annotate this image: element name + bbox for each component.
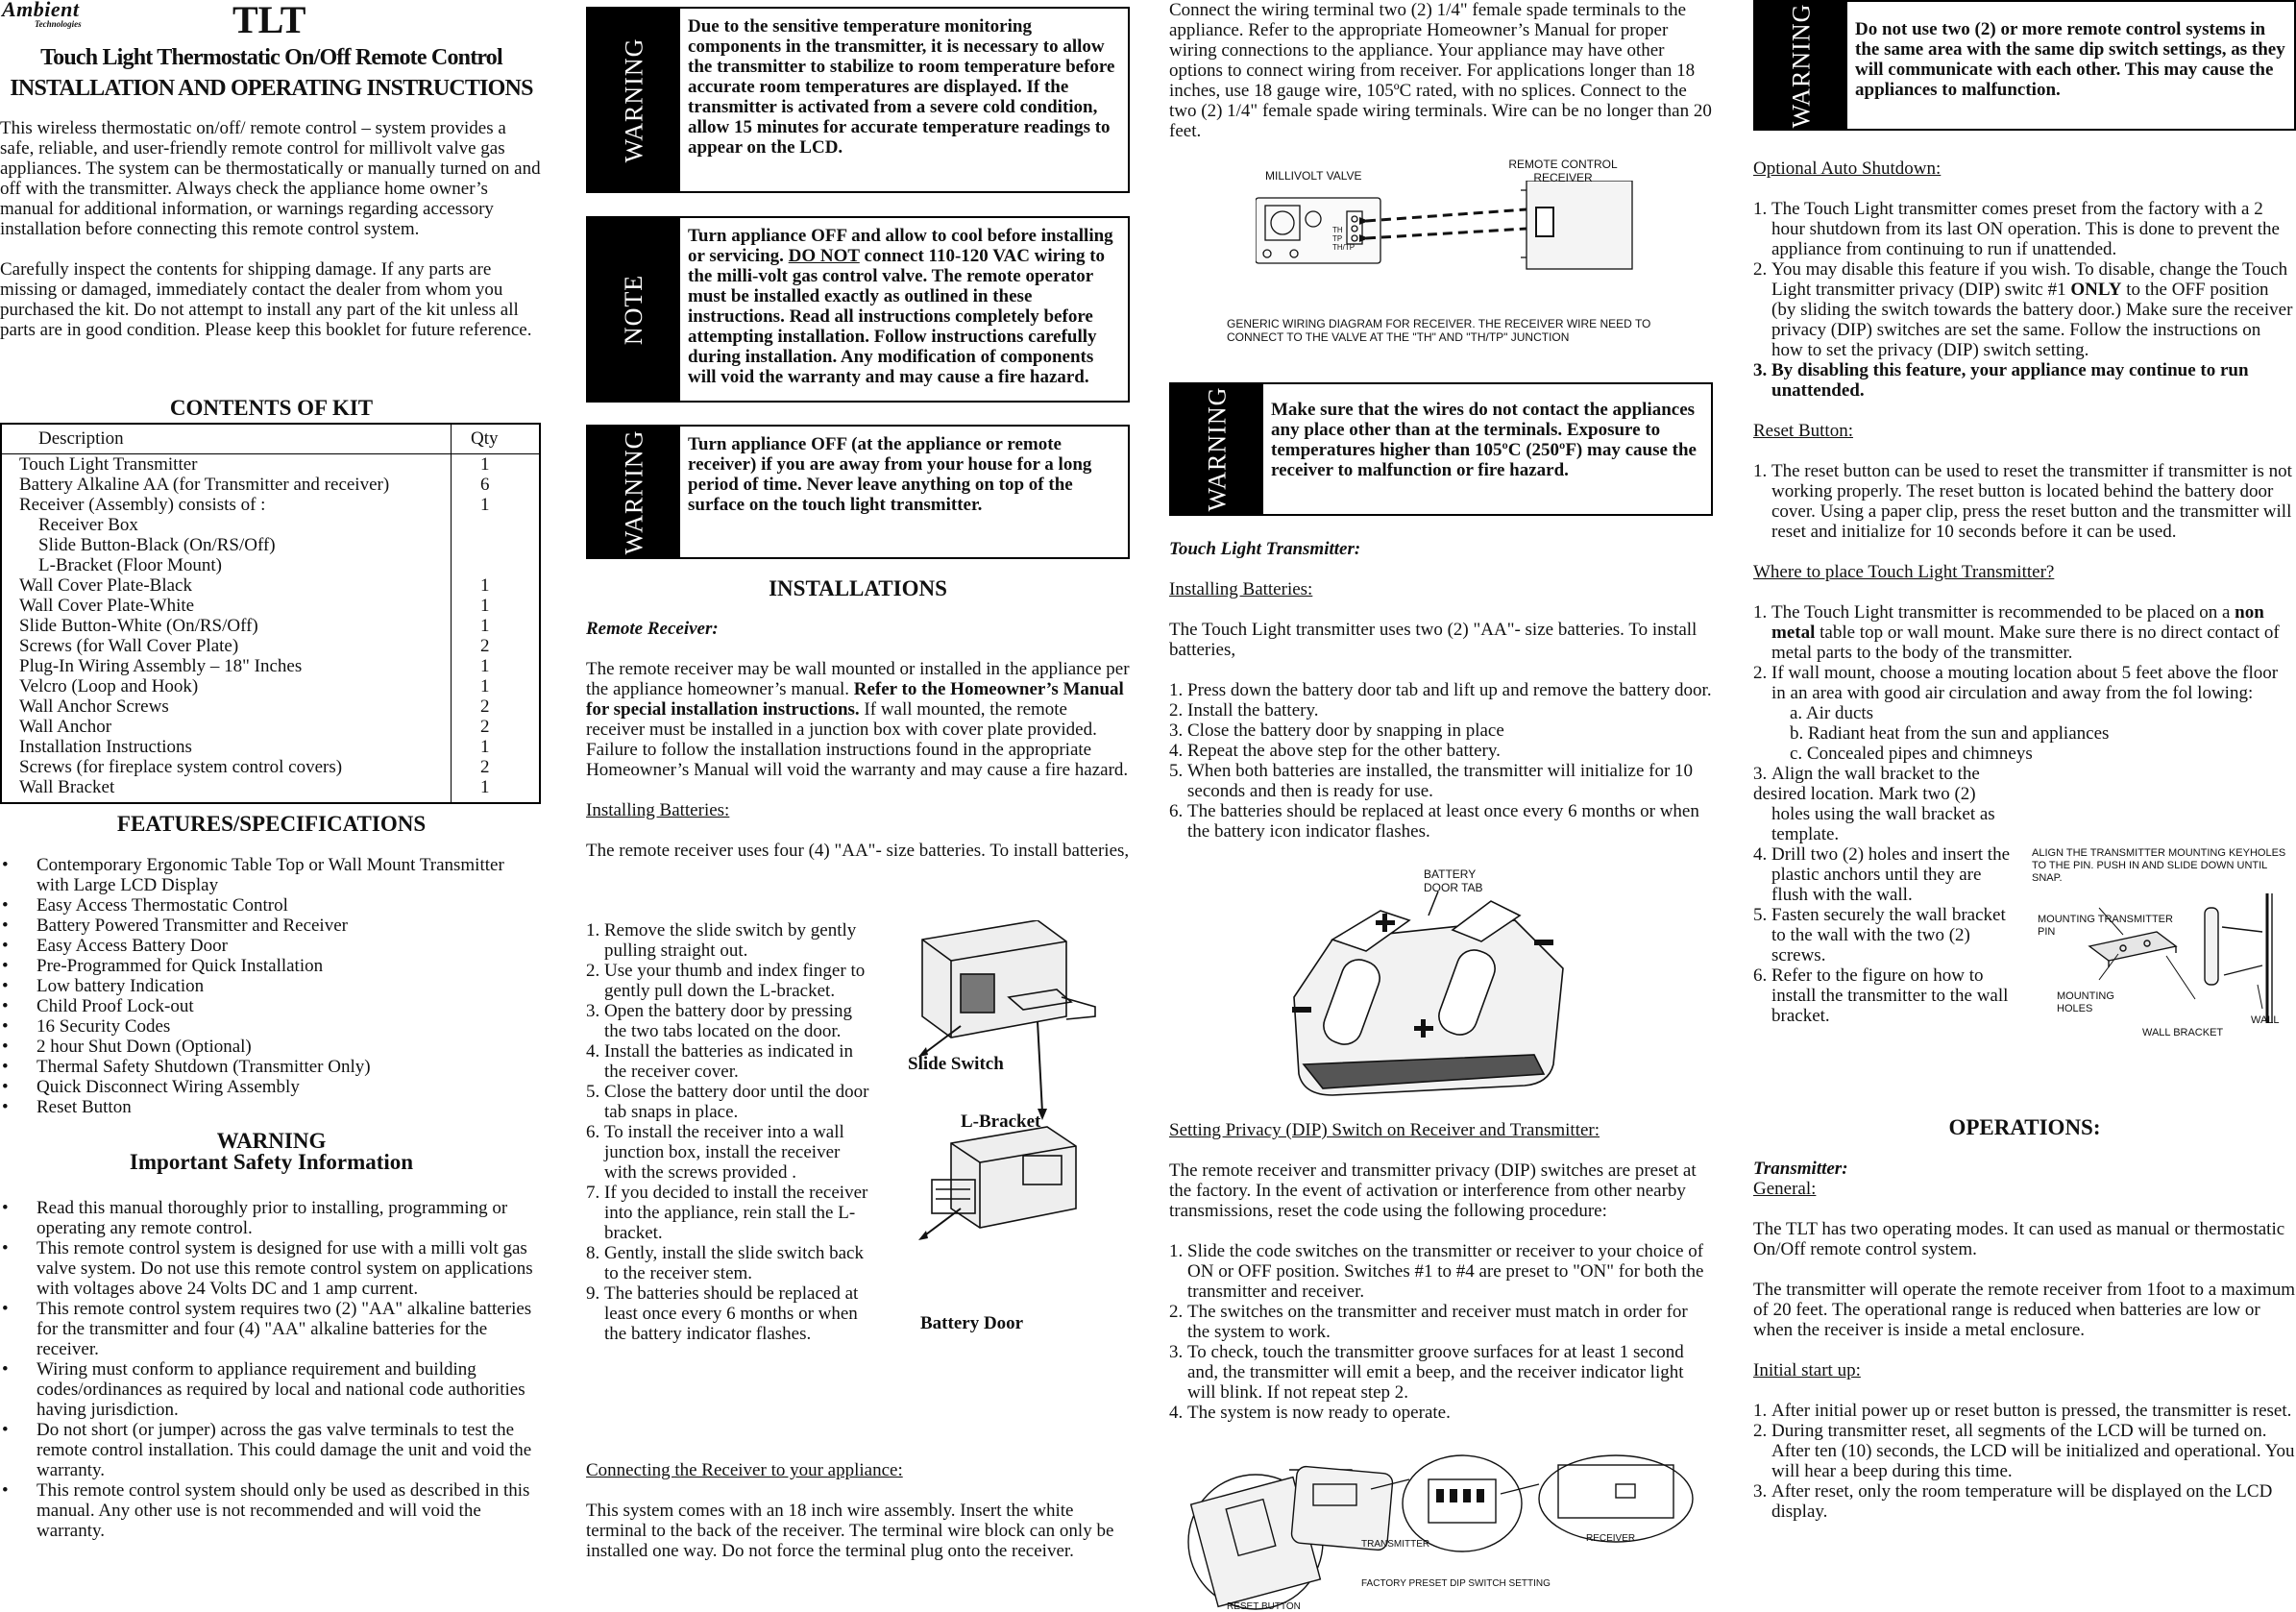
kit-row-description: Touch Light Transmitter [19,454,198,475]
receiver-battery-step: 5. Close the battery door until the door tab snaps in place. [586,1082,869,1122]
feature-item: • Battery Powered Transmitter and Receiver [0,916,541,936]
dip-heading: Setting Privacy (DIP) Switch on Receiver and Transmitter: [1169,1120,1600,1140]
feature-item: • Quick Disconnect Wiring Assembly [0,1077,541,1097]
receiver-battery-step-text: Remove the slide switch by gently pulling straight out. [604,920,857,961]
kit-row-qty: 1 [480,616,490,636]
kit-row [19,636,528,656]
features-list [0,855,541,1117]
where-step: 4. Drill two (2) holes and insert the plastic anchors until they are flush with the wall. [1753,844,2011,905]
operations-heading: OPERATIONS: [1948,1115,2101,1139]
where-sub-item: a. Air ducts [1790,703,1874,723]
warning-label: WARNING [1171,384,1263,514]
safety-item: • Read this manual thoroughly prior to installing, programming or operating any remote control. [0,1198,541,1238]
receiver-battery-step-text: Install the batteries as indicated in the receiver cover. [604,1041,854,1082]
note-label: NOTE [588,218,680,401]
where-sub-item: b. Radiant heat from the sun and appliances [1790,723,2110,744]
initial-step-text: After initial power up or reset button is pressed, the transmitter is reset. [1771,1401,2292,1421]
kit-heading: CONTENTS OF KIT [169,396,374,420]
warning-label: WARNING [1755,2,1847,129]
kit-row-qty: 1 [480,495,490,515]
installations-heading: INSTALLATIONS [769,576,947,600]
kit-table-rows [19,454,528,797]
dip-step-text: Slide the code switches on the transmitter or receiver to your choice of ON or OFF position. Switches #1 to #4 are preset to "ON" for both the transmitter and receiver. [1187,1241,1704,1302]
receiver-battery-step-text: Use your thumb and index finger to gently pull down the L-bracket. [604,961,866,1001]
warning-label: WARNING [588,9,680,191]
brand-name: Ambient [2,0,80,21]
note-text: Turn appliance OFF and allow to cool before installing or servicing. DO NOT connect 110-120 VAC wiring to the milli-volt gas control valve. The remote operator must be installed exactly as outlined in these instructions. Read all instructions completely before attempting installation. Follow instructions carefully during installation. Any modification of components will void the warranty and may cause a fire hazard. [688,226,1113,387]
reset-steps [1753,461,2296,542]
kit-row-qty: 2 [480,757,490,777]
kit-row-description: Screws (for Wall Cover Plate) [19,636,239,656]
transmitter-battery-section [1169,539,1713,862]
kit-col-qty: Qty [471,428,499,449]
receiver-battery-step-text: Gently, install the slide switch back to the receiver stem. [604,1243,864,1283]
fig-receiver-label: RECEIVER [1586,1533,1636,1544]
fig-wall-bracket-label: WALL BRACKET [2142,1027,2224,1038]
feature-item: • Thermal Safety Shutdown (Transmitter Only) [0,1057,541,1077]
warning-box-dip [1753,0,2296,131]
kit-row [19,515,528,535]
kit-row [19,555,528,575]
safety-item: • This remote control system is designed for use with a milli volt gas valve system. Do not use this remote control system on applications with voltages above 24 Volts DC and 1 amp current. [0,1238,541,1299]
kit-row-qty: 2 [480,636,490,656]
remote-receiver-heading: Remote Receiver: [586,619,719,639]
battery-door-tab-label: BATTERY DOOR TAB [1424,867,1483,894]
safety-item: • This remote control system requires two (2) "AA" alkaline batteries for the transmitter and four (4) "AA" alkaline batteries for the receiver. [0,1299,541,1359]
kit-row-description: Receiver Box [38,515,138,535]
dip-step: 3. To check, touch the transmitter groove surfaces for at least 1 second and, the transmitter will emit a beep, and the receiver indicator light will blink. If not repeat step 2. [1169,1342,1684,1403]
kit-row [19,616,528,636]
intro-section [0,118,541,360]
tx-batteries-intro: The Touch Light transmitter uses two (2) "AA"- size batteries. To install batteries, [1169,620,1698,660]
where-step: 6. Refer to the figure on how to install the transmitter to the wall bracket. [1753,965,2009,1026]
auto-shutdown-heading: Optional Auto Shutdown: [1753,159,1942,179]
connecting-paragraph: This system comes with an 18 inch wire assembly. Insert the white terminal to the back of the receiver. The terminal wire block can only be installed one way. Do not force the terminal plug onto the receiver. [586,1501,1114,1561]
warning-text: Do not use two (2) or more remote control systems in the same area with the same dip switch settings, as they will communicate with each other. This may cause the appliances to malfunction. [1855,19,2285,100]
initial-step: 2. During transmitter reset, all segments of the LCD will be turned on. After ten (10) seconds, the LCD will be initialized and operational. You will hear a beep during this time. [1753,1421,2295,1481]
feature-item: • Easy Access Thermostatic Control [0,895,541,916]
where-sub-items [1753,703,2296,764]
tx-battery-step: 4. Repeat the above step for the other battery. [1169,741,1501,761]
feature-item: • 16 Security Codes [0,1016,541,1037]
dip-step: 1. Slide the code switches on the transmitter or receiver to your choice of ON or OFF position. Switches #1 to #4 are preset to "ON" for both the transmitter and receiver. [1169,1241,1704,1302]
initial-steps [1753,1401,2296,1522]
receiver-battery-step: 8. Gently, install the slide switch back to the receiver stem. [586,1243,864,1283]
kit-row-qty: 1 [480,656,490,676]
warning-box-wires [1169,382,1713,516]
kit-row-description: L-Bracket (Floor Mount) [38,555,223,575]
receiver-battery-step-text: Open the battery door by pressing the two tabs located on the door. [604,1001,853,1041]
auto-shutdown-step: 2. You may disable this feature if you wish. To disable, change the Touch Light transmitter privacy (DIP) switc #1 ONLY to the OFF position (by sliding the switch towards the battery door.) Make sure the receiver privacy (DIP) switches are set the same. Follow the instructions on how to set the privacy (DIP) switch setting. [1753,259,2293,360]
kit-table-header [2,425,539,454]
safety-warning-heading: WARNING [216,1129,327,1153]
kit-row [19,535,528,555]
kit-row-description: Velcro (Loop and Hook) [19,676,199,696]
kit-row-description: Wall Cover Plate-Black [19,575,192,596]
fig-pin-label: MOUNTING TRANSMITTER PIN [2038,914,2173,938]
kit-row [19,575,528,596]
connecting-heading: Connecting the Receiver to your appliance: [586,1460,903,1480]
auto-shutdown-steps [1753,199,2296,401]
tx-battery-step: 6. The batteries should be replaced at least once every 6 months or when the battery icon indicator flashes. [1169,801,1699,842]
warning-box-away [586,425,1130,559]
warning-text: Due to the sensitive temperature monitoring components in the transmitter, it is necessary to allow the transmitter to stabilize to room temperature before accurate room temperatures are displayed. If the transmitter is activated from a severe cold condition, allow 15 minutes for accurate temperature readings to appear on the LCD. [688,16,1115,158]
kit-row-description: Wall Cover Plate-White [19,596,195,616]
receiver-battery-steps [586,920,872,1344]
where-steps [1753,602,2296,703]
tx-battery-step: 2. Install the battery. [1169,700,1319,721]
connecting-section [586,1460,1130,1581]
receiver-battery-step: 2. Use your thumb and index finger to gently pull down the L-bracket. [586,961,866,1001]
receiver-battery-step-text: Close the battery door until the door tab snaps in place. [604,1082,869,1122]
warning-text: Make sure that the wires do not contact the appliances any place other than at the terminals. Exposure to temperatures higher than 105ºC (250ºF) may cause the receiver to malfunction or fire hazard. [1271,400,1697,480]
receiver-section [586,619,1130,881]
kit-row-qty: 6 [480,475,490,495]
kit-row-qty: 1 [480,454,490,475]
dip-step: 4. The system is now ready to operate. [1169,1403,1451,1423]
kit-row-qty: 2 [480,696,490,717]
reset-step: 1. The reset button can be used to reset the transmitter if transmitter is not working properly. The reset button is located behind the battery door cover. Using a paper clip, press the reset button and the transmitter will reset and initialize for 10 seconds before it can be used. [1753,461,2292,542]
intro-paragraph-1: This wireless thermostatic on/off/ remote control – system provides a safe, reliable, and user-friendly remote control for millivolt valve gas appliances. The system can be thermostatically or manually turned on and off with the transmitter. Always check the appliance home owner’s manual for additional information, or warnings regarding accessory installation before connecting this remote control system. [0,118,541,239]
safety-item: • Wiring must conform to appliance requirement and building codes/ordinances as required by local and national code authorities having jurisdiction. [0,1359,541,1420]
safety-list [0,1198,541,1541]
safety-item: • This remote control system should only be used as described in this manual. Any other use is not recommended and will void the warranty. [0,1480,541,1541]
tx-battery-step-text: Close the battery door by snapping in place [1187,721,1504,741]
receiver-battery-step-text: The batteries should be replaced at least once every 6 months or when the battery indicator flashes. [604,1283,859,1344]
feature-item: • 2 hour Shut Down (Optional) [0,1037,541,1057]
feature-item: • Easy Access Battery Door [0,936,541,956]
kit-row-qty: 1 [480,575,490,596]
general-paragraph-1: The TLT has two operating modes. It can used as manual or thermostatic On/Off remote control system. [1753,1219,2285,1259]
kit-row-qty: 1 [480,676,490,696]
diagram-receiver-label: REMOTE CONTROL RECEIVER [1508,158,1618,184]
operations-section [1753,1159,2296,1542]
brand-subtitle: Technologies [35,19,82,29]
tx-battery-step-text: Press down the battery door tab and lift up and remove the battery door. [1187,680,1712,700]
safety-subheading: Important Safety Information [129,1150,414,1174]
kit-row [19,696,528,717]
kit-row-description: Plug-In Wiring Assembly – 18" Inches [19,656,303,676]
fig-holes-label: MOUNTING HOLES [2057,990,2114,1014]
kit-row-description: Installation Instructions [19,737,192,757]
receiver-battery-step: 3. Open the battery door by pressing the two tabs located on the door. [586,1001,853,1041]
kit-row-description: Wall Anchor [19,717,112,737]
kit-row-qty: 2 [480,717,490,737]
kit-row-description: Slide Button-Black (On/RS/Off) [38,535,276,555]
initial-step: 1. After initial power up or reset button is pressed, the transmitter is reset. [1753,1401,2292,1421]
kit-table-box [0,423,541,804]
dip-step: 2. The switches on the transmitter and receiver must match in order for the system to work. [1169,1302,1688,1342]
feature-item: • Contemporary Ergonomic Table Top or Wall Mount Transmitter with Large LCD Display [0,855,541,895]
tx-battery-step-text: Install the battery. [1187,700,1319,721]
intro-paragraph-2: Carefully inspect the contents for shipping damage. If any parts are missing or damaged, immediately contact the dealer from whom you purchased the kit. Do not attempt to install any part of the kit unless all parts are in good condition. Please keep this booklet for future reference. [0,259,532,340]
kit-row [19,596,528,616]
page-title: Touch Light Thermostatic On/Off Remote Control [40,45,502,70]
feature-item: • Low battery Indication [0,976,541,996]
receiver-battery-step-text: If you decided to install the receiver into the appliance, rein stall the L-bracket. [604,1183,868,1243]
auto-shutdown-step: 3. By disabling this feature, your appliance may continue to run unattended. [1753,360,2249,401]
safety-item: • Do not short (or jumper) across the gas valve terminals to test the remote control installation. This could damage the unit and void the warranty. [0,1420,541,1480]
model-title: TLT [232,0,306,41]
column-2 [586,0,1130,1612]
transmitter-battery-illustration [1275,882,1601,1103]
feature-item: • Reset Button [0,1097,541,1117]
fig-reset-button-label: RESET BUTTON [1227,1601,1301,1612]
receiver-battery-step: 1. Remove the slide switch by gently pulling straight out. [586,920,857,961]
warning-box-stabilize [586,7,1130,193]
kit-row-qty: 1 [480,596,490,616]
general-heading: General: [1753,1179,1817,1199]
initial-heading: Initial start up: [1753,1360,1861,1380]
general-paragraph-2: The transmitter will operate the remote receiver from 1foot to a maximum of 20 feet. The operational range is reduced when batteries are low or when the receiver is inside a metal enclosure. [1753,1280,2295,1340]
kit-row-description: Screws (for fireplace system control covers) [19,757,343,777]
tx-battery-step: 5. When both batteries are installed, the transmitter will initialize for 10 seconds and then is ready for use. [1169,761,1694,801]
wiring-diagram [1256,181,1688,286]
where-step: 2. If wall mount, choose a mouting location about 5 feet above the floor in an area with good air circulation and away from the fol lowing: [1753,663,2279,703]
receiver-battery-step: 6. To install the receiver into a wall junction box, install the receiver with the screws provided . [586,1122,844,1183]
column-1 [0,0,543,1612]
kit-row-description: Wall Bracket [19,777,115,797]
column-3 [1169,0,1713,1612]
page-subtitle: INSTALLATION AND OPERATING INSTRUCTIONS [10,76,533,101]
tx-battery-step-text: When both batteries are installed, the transmitter will initialize for 10 seconds and then is ready for use. [1187,761,1694,801]
diagram-valve-label: MILLIVOLT VALVE [1265,169,1362,183]
where-step: 5. Fasten securely the wall bracket to the wall with the two (2) screws. [1753,905,2006,965]
initial-step-text: During transmitter reset, all segments of the LCD will be turned on. After ten (10) seconds, the LCD will be initialized and operational. You will hear a beep during this time. [1771,1421,2295,1481]
diagram-caption: GENERIC WIRING DIAGRAM FOR RECEIVER. THE RECEIVER WIRE NEED TO CONNECT TO THE VALVE AT THE "TH" AND "TH/TP" JUNCTION [1227,317,1651,344]
kit-row-description: Wall Anchor Screws [19,696,169,717]
installing-batteries-heading: Installing Batteries: [586,800,730,820]
initial-step-text: After reset, only the room temperature will be displayed on the LCD display. [1771,1481,2273,1522]
note-box [586,216,1130,403]
receiver-battery-step: 7. If you decided to install the receiver into the appliance, rein stall the L-bracket. [586,1183,868,1243]
receiver-battery-step: 4. Install the batteries as indicated in the receiver cover. [586,1041,854,1082]
dip-steps [1169,1241,1713,1423]
where-step-3-continued: desired location. Mark two (2) holes using the wall bracket as template. [1753,784,1995,844]
column-4 [1753,0,2296,1612]
receiver-battery-step: 9. The batteries should be replaced at least once every 6 months or when the battery indicator flashes. [586,1283,859,1344]
where-step: 1. The Touch Light transmitter is recommended to be placed on a non metal table top or wall mount. Make sure there is no direct contact of metal parts to the body of the transmitter. [1753,602,2280,663]
dip-step-text: To check, touch the transmitter groove surfaces for at least 1 second and, the transmitter will emit a beep, and the receiver indicator light will blink. If not repeat step 2. [1187,1342,1684,1403]
tx-battery-step-text: The batteries should be replaced at least once every 6 months or when the battery icon indicator flashes. [1187,801,1699,842]
touch-light-heading: Touch Light Transmitter: [1169,539,1361,559]
where-sub-item: c. Concealed pipes and chimneys [1790,744,2033,764]
kit-row [19,737,528,757]
l-bracket-label: L-Bracket [961,1111,1041,1132]
kit-row-description: Receiver (Assembly) consists of : [19,495,266,515]
fig-align-label: ALIGN THE TRANSMITTER MOUNTING KEYHOLES TO THE PIN. PUSH IN AND SLIDE DOWN UNTIL SNAP. [2032,847,2286,884]
kit-row [19,676,528,696]
fig-factory-preset-label: FACTORY PRESET DIP SWITCH SETTING [1361,1578,1551,1589]
kit-row [19,757,528,777]
dip-step-text: The switches on the transmitter and receiver must match in order for the system to work. [1187,1302,1688,1342]
initial-step: 3. After reset, only the room temperature will be displayed on the LCD display. [1753,1481,2273,1522]
tx-battery-step: 3. Close the battery door by snapping in place [1169,721,1504,741]
features-heading: FEATURES/SPECIFICATIONS [116,812,427,836]
kit-row-qty: 1 [480,737,490,757]
kit-row [19,454,528,475]
where-heading: Where to place Touch Light Transmitter? [1753,562,2055,582]
kit-row [19,777,528,797]
kit-row [19,656,528,676]
feature-item: • Child Proof Lock-out [0,996,541,1016]
connect-paragraph: Connect the wiring terminal two (2) 1/4" female spade terminals to the appliance. Refer to the appropriate Homeowner’s Manual for proper wiring connections to the appliance. Your appliance may have other options to connect wiring from receiver. For applications longer than 18 inches, use 18 gauge wire, 105ºC rated, with no splices. Connect to the two (2) 1/4" female spade wiring terminals. Wire can be no longer than 20 feet. [1169,0,1712,141]
brand-logo [2,0,82,29]
tx-battery-steps [1169,680,1713,842]
receiver-battery-step-text: To install the receiver into a wall junction box, install the receiver with the screws provided . [604,1122,844,1183]
reset-heading: Reset Button: [1753,421,1853,441]
batteries-intro: The remote receiver uses four (4) "AA"- size batteries. To install batteries, [586,841,1130,861]
slide-switch-label: Slide Switch [908,1054,1004,1074]
receiver-paragraph: The remote receiver may be wall mounted or installed in the appliance per the appliance homeowner’s manual. Refer to the Homeowner’s Manual for special installation instructions. If wall mounted, the remote receiver must be installed in a junction box with cover plate provided. Failure to follow the installation instructions found in the appropriate Homeowner’s Manual will void the warranty and may cause a fire hazard. [586,659,1130,780]
auto-shutdown-step: 1. The Touch Light transmitter comes preset from the factory with a 2 hour shutdown from its last ON operation. This is done to prevent the appliance from continuing to run if unattended. [1753,199,2280,259]
tx-battery-step: 1. Press down the battery door tab and lift up and remove the battery door. [1169,680,1712,700]
kit-row [19,717,528,737]
battery-door-label: Battery Door [920,1313,1024,1333]
dip-step-text: The system is now ready to operate. [1187,1403,1451,1423]
warning-text: Turn appliance OFF (at the appliance or remote receiver) if you are away from your house for a long period of time. Never leave anything on top of the surface on the touch light transmitter. [688,434,1092,515]
transmitter-heading: Transmitter: [1753,1159,1848,1179]
where-steps-continued [1753,764,2013,1026]
kit-col-description: Description [38,428,124,449]
fig-wall-label: WALL [2251,1014,2280,1026]
kit-row-description: Battery Alkaline AA (for Transmitter and receiver) [19,475,390,495]
diagram-terminal-labels: TH TP TH/TP [1332,226,1356,252]
feature-item: • Pre-Programmed for Quick Installation [0,956,541,976]
fig-transmitter-label: TRANSMITTER [1361,1539,1430,1550]
kit-row-qty: 1 [480,777,490,797]
dip-section [1169,1120,1713,1443]
where-step: 3. Align the wall bracket to the [1753,764,1980,784]
tx-battery-step-text: Repeat the above step for the other battery. [1187,741,1501,761]
tx-installing-batteries-heading: Installing Batteries: [1169,579,1313,599]
kit-row-description: Slide Button-White (On/RS/Off) [19,616,258,636]
warning-label: WARNING [588,427,680,557]
kit-row [19,475,528,495]
kit-row [19,495,528,515]
dip-paragraph: The remote receiver and transmitter privacy (DIP) switches are preset at the factory. In the event of activation or interference from other nearby transmissions, reset the code using the following procedure: [1169,1160,1697,1221]
